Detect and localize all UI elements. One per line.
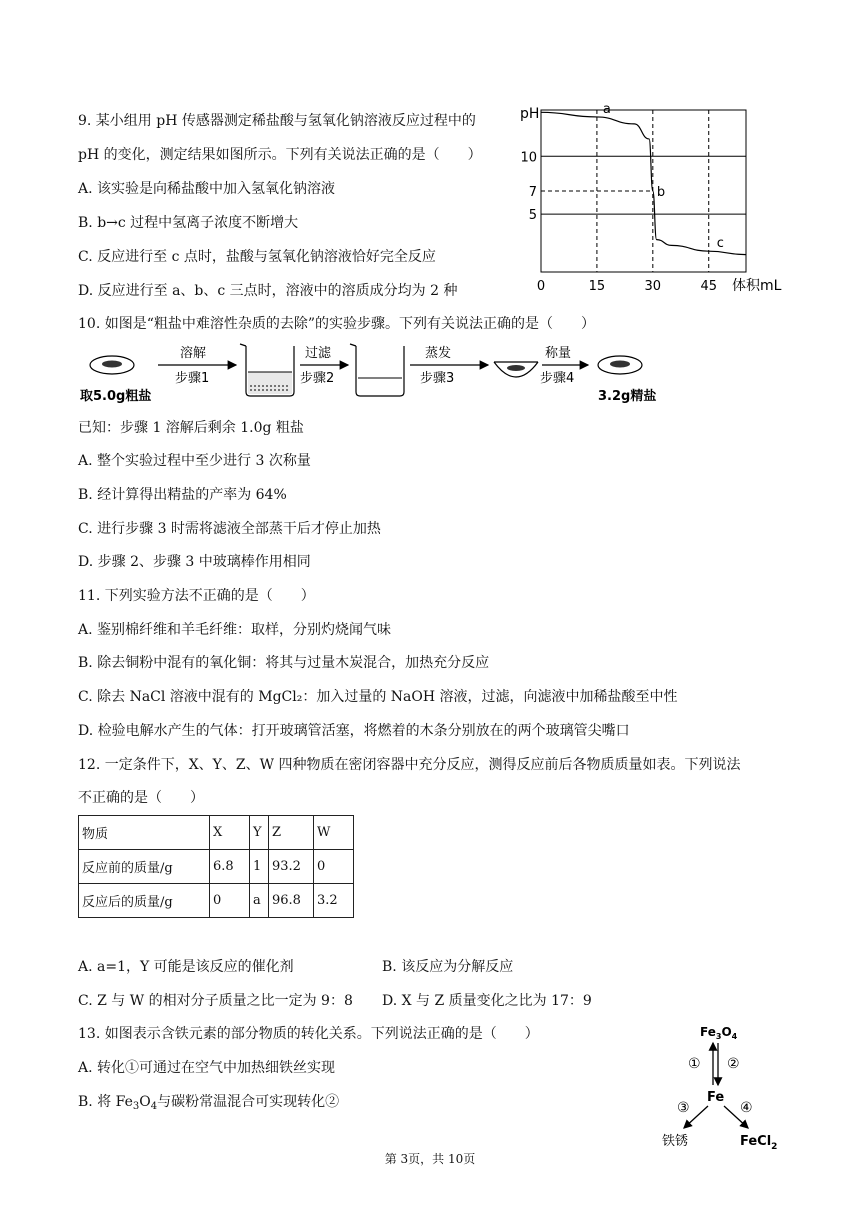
table-row: [79, 850, 354, 884]
x-tick-label: 0: [536, 279, 546, 294]
start-label: 取5.0g粗盐: [80, 389, 152, 404]
q9-option-b: B. b→c 过程中氢离子浓度不断增大: [78, 215, 299, 231]
q9-stem-line2: pH 的变化，测定结果如图所示。下列有关说法正确的是（ ）: [78, 147, 482, 163]
q12-option-a: A. a=1，Y 可能是该反应的催化剂: [78, 959, 294, 975]
table-header-row: [79, 816, 354, 850]
step1-bottom: 步骤1: [175, 371, 210, 386]
q9-option-a: A. 该实验是向稀盐酸中加入氢氧化钠溶液: [78, 181, 336, 197]
step2-top: 过滤: [305, 346, 332, 361]
fe3o4-label: $Fe_3O_4$: [700, 1025, 738, 1041]
q10-option-c: C. 进行步骤 3 时需将滤液全部蒸干后才停止加热: [78, 521, 381, 537]
q10-option-b: B. 经计算得出精盐的产率为 64%: [78, 487, 287, 503]
ph-curve: [541, 112, 746, 254]
beaker-filtrate: [350, 344, 404, 396]
end-label: 3.2g精盐: [598, 389, 657, 404]
table-cell: 93.2: [269, 850, 314, 884]
step2-bottom: 步骤2: [300, 371, 335, 386]
q12-option-b: B. 该反应为分解反应: [382, 959, 514, 975]
q12-option-d: D. X 与 Z 质量变化之比为 17：9: [382, 993, 592, 1009]
step3-bottom: 步骤3: [420, 371, 455, 386]
q13-option-b-sub2: 4: [150, 1101, 158, 1112]
table-cell: 3.2: [314, 884, 354, 918]
fe-label: Fe: [707, 1090, 725, 1105]
watch-glass-refined-salt: [598, 356, 642, 374]
q11-option-a: A. 鉴别棉纤维和羊毛纤维：取样，分别灼烧闻气味: [78, 622, 392, 638]
label-1: ①: [688, 1056, 701, 1072]
q13-option-b-text1: B. 将 Fe: [78, 1094, 133, 1110]
step4-bottom: 步骤4: [540, 371, 575, 386]
point-label-c: c: [716, 236, 724, 252]
q11-option-b: B. 除去铜粉中混有的氧化铜：将其与过量木炭混合，加热充分反应: [78, 655, 490, 671]
table-header-cell: X: [210, 816, 250, 850]
step3-top: 蒸发: [425, 346, 452, 361]
beaker-dissolve: [240, 344, 294, 396]
table-header-cell: Y: [250, 816, 269, 850]
mass-table: [78, 815, 354, 918]
table-cell: 6.8: [210, 850, 250, 884]
table-cell: 0: [314, 850, 354, 884]
q9-stem-line1: 9. 某小组用 pH 传感器测定稀盐酸与氢氧化钠溶液反应过程中的: [78, 113, 476, 129]
q10-stem: 10. 如图是“粗盐中难溶性杂质的去除”的实验步骤。下列有关说法正确的是（ ）: [78, 316, 596, 332]
y-tick-label: 10: [520, 150, 537, 166]
table-header-cell: 物质: [79, 816, 210, 850]
y-tick-label: 5: [528, 208, 537, 224]
iron-conversion-diagram: [650, 1015, 800, 1155]
label-4: ④: [740, 1100, 753, 1116]
salt-purification-diagram: [78, 337, 678, 407]
q9-option-c: C. 反应进行至 c 点时，盐酸与氢氧化钠溶液恰好完全反应: [78, 249, 436, 265]
table-row: [79, 884, 354, 918]
q10-known: 已知：步骤 1 溶解后剩余 1.0g 粗盐: [78, 420, 304, 436]
watch-glass-crude-salt: [90, 356, 134, 374]
q10-option-d: D. 步骤 2、步骤 3 中玻璃棒作用相同: [78, 554, 311, 570]
rust-label: 铁锈: [662, 1134, 689, 1149]
table-cell: 1: [250, 850, 269, 884]
x-axis-label: 体积mL: [732, 278, 782, 294]
label-2: ②: [727, 1056, 740, 1072]
x-tick-label: 15: [588, 279, 606, 294]
q13-option-a: A. 转化①可通过在空气中加热细铁丝实现: [78, 1060, 336, 1076]
q9-option-d: D. 反应进行至 a、b、c 三点时，溶液中的溶质成分均为 2 种: [78, 283, 458, 299]
y-axis-label: pH: [520, 106, 540, 122]
ph-chart: [518, 100, 788, 300]
q13-stem: 13. 如图表示含铁元素的部分物质的转化关系。下列说法正确的是（ ）: [78, 1026, 539, 1042]
table-cell: 反应后的质量/g: [79, 884, 210, 918]
q13-option-b-text2: O: [139, 1094, 151, 1110]
page-footer: 第 3页，共 10页: [384, 1152, 476, 1166]
table-cell: 0: [210, 884, 250, 918]
q13-option-b-text3: 与碳粉常温混合可实现转化②: [157, 1094, 340, 1110]
table-header-cell: Z: [269, 816, 314, 850]
table-cell: 反应前的质量/g: [79, 850, 210, 884]
q12-stem-line1: 12. 一定条件下，X、Y、Z、W 四种物质在密闭容器中充分反应，测得反应前后各物质质量如表。下列说法: [78, 757, 741, 773]
label-3: ③: [677, 1100, 690, 1116]
y-tick-label: 7: [528, 185, 537, 200]
step1-top: 溶解: [180, 346, 207, 361]
point-label-b: b: [656, 185, 666, 200]
q10-option-a: A. 整个实验过程中至少进行 3 次称量: [78, 453, 311, 469]
q12-option-c: C. Z 与 W 的相对分子质量之比一定为 9：8: [78, 993, 353, 1009]
step4-top: 称量: [545, 346, 572, 361]
q11-option-d: D. 检验电解水产生的气体：打开玻璃管活塞，将燃着的木条分别放在的两个玻璃管尖嘴口: [78, 723, 630, 739]
q11-stem: 11. 下列实验方法不正确的是（ ）: [78, 588, 315, 604]
point-label-a: a: [602, 101, 611, 117]
fecl2-label: FeCl$_2$: [740, 1134, 778, 1152]
q11-option-c: C. 除去 NaCl 溶液中混有的 MgCl₂：加入过量的 NaOH 溶液，过滤，向滤液中加稀盐酸至中性: [78, 689, 678, 705]
evaporating-dish: [494, 362, 538, 377]
q13-option-b-sub1: 3: [132, 1101, 140, 1112]
table-header-cell: W: [314, 816, 354, 850]
q13-option-b: [78, 1093, 339, 1116]
table-cell: 96.8: [269, 884, 314, 918]
q12-stem-line2: 不正确的是（ ）: [78, 790, 204, 806]
x-tick-label: 30: [644, 279, 662, 294]
x-tick-label: 45: [700, 279, 718, 294]
table-cell: a: [250, 884, 269, 918]
